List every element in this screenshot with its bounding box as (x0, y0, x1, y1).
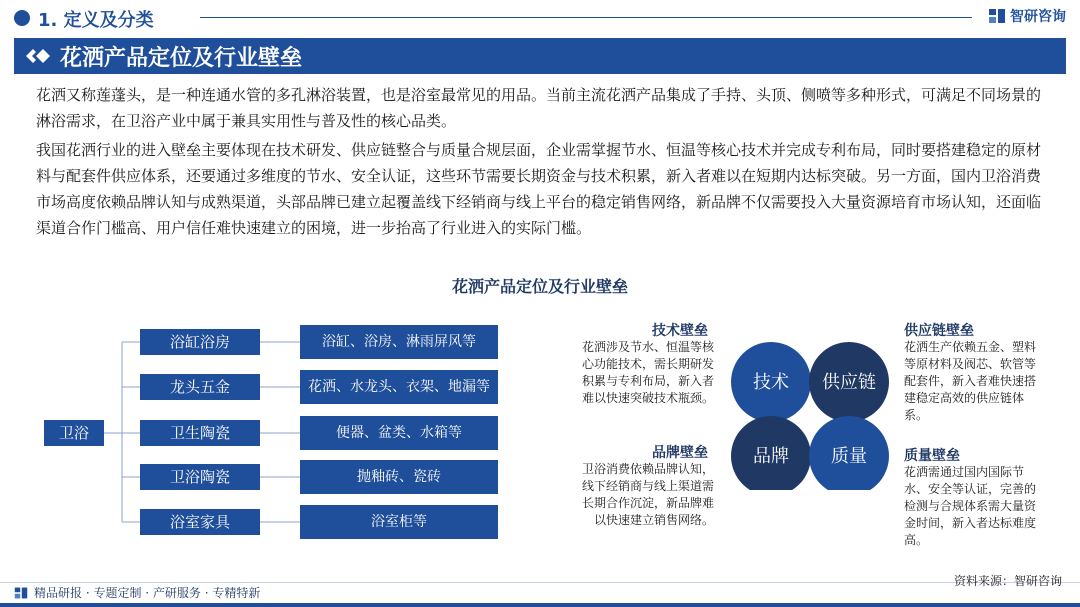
category-sanitary-ceramic: 卫生陶瓷 (140, 420, 260, 446)
supply-barrier-text: 花洒生产依赖五金、塑料等原材料及阀芯、软管等配套件，新入者难快速搭建稳定高效的供应链体系。 (904, 340, 1037, 422)
category-bathtub: 浴缸浴房 (140, 329, 260, 355)
barrier-paragraph: 我国花洒行业的进入壁垒主要体现在技术研发、供应链整合与质量合规层面，企业需掌握节水、恒温等核心技术并完成专利布局，同时要搭建稳定的原材料与配套件供应体系，还要通过多维度的节水、安全认证，这些环节需要长期资金与技术积累，新入者难以在短期内达标突破。另一方面，国内卫浴消费市场高度依赖品牌认知与成熟渠道，头部品牌已建立起覆盖线下经销商与线上平台的稳定销售网络，新品牌不仅需要投入大量资源培育市场认知，还面临渠道合作门槛高、用户信任难快速建立的困境，进一步抬高了行业进入的实际门槛。 (36, 141, 1042, 237)
footer-services (14, 584, 260, 601)
brand-circle-label: 品牌 (753, 446, 789, 467)
quality-barrier-title: 质量壁垒 (904, 448, 960, 464)
diagram-title: 花洒产品定位及行业壁垒 (451, 277, 628, 296)
tree-root: 卫浴 (44, 420, 104, 446)
brand-barrier-title: 品牌壁垒 (652, 445, 708, 461)
category-bath-tile: 卫浴陶瓷 (140, 464, 260, 490)
footer-accent-bar (0, 603, 1080, 607)
items-bath-tile: 抛釉砖、瓷砖 (300, 460, 498, 494)
category-bath-furniture: 浴室家具 (140, 509, 260, 535)
footer-services-text: 精品研报 · 专题定制 · 产研服务 · 专精特新 (34, 586, 261, 600)
tech-barrier-text: 花洒涉及节水、恒温等核心功能技术，需长期研发积累与专利布局，新入者难以快速突破技术瓶颈。 (581, 340, 714, 405)
items-faucet-hardware: 花洒、水龙头、衣架、地漏等 (300, 370, 498, 404)
tech-barrier-title: 技术壁垒 (652, 323, 708, 339)
brand-barrier-text: 卫浴消费依赖品牌认知，线下经销商与线上渠道需长期合作沉淀，新品牌难以快速建立销售网络。 (581, 462, 714, 527)
quality-circle-label: 质量 (831, 446, 867, 467)
items-bath-furniture: 浴室柜等 (300, 505, 498, 539)
items-bathtub: 浴缸、浴房、淋雨屏风等 (300, 325, 498, 359)
intro-paragraph: 花洒又称莲蓬头，是一种连通水管的多孔淋浴装置，也是浴室最常见的用品。当前主流花洒产品集成了手持、头顶、侧喷等多种形式，可满足不同场景的淋浴需求，在卫浴产业中属于兼具实用性与普及性的核心品类。 (36, 86, 1042, 130)
supply-circle-label: 供应链 (822, 372, 876, 393)
tech-circle-label: 技术 (753, 372, 789, 393)
brand-name: 智研咨询 (1010, 9, 1066, 25)
quality-barrier-text: 花洒需通过国内国际节水、安全等认证，完善的检测与合规体系需大量资金时间，新入者达标难度高。 (904, 465, 1037, 547)
source-note: 资料来源：智研咨询 (953, 574, 1062, 588)
banner-title: 花洒产品定位及行业壁垒 (60, 45, 303, 71)
section-title: 1. 定义及分类 (38, 10, 154, 31)
supply-barrier-title: 供应链壁垒 (904, 323, 974, 339)
footer-divider (0, 582, 1080, 583)
brand-mark-icon (14, 586, 28, 600)
barrier-circles (725, 340, 895, 490)
category-faucet-hardware: 龙头五金 (140, 374, 260, 400)
items-sanitary-ceramic: 便器、盆类、水箱等 (300, 416, 498, 450)
